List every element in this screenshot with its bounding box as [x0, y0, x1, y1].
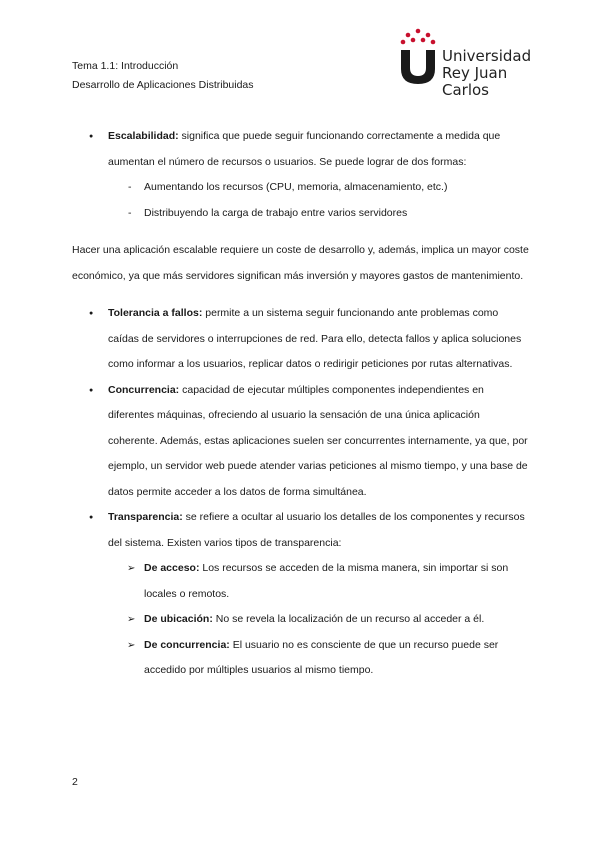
term-concurrencia: Concurrencia:	[108, 383, 180, 396]
term-tolerancia: Tolerancia a fallos:	[108, 307, 203, 319]
arrow-item-concurrencia	[72, 633, 532, 684]
term-transparencia: Transparencia:	[108, 511, 183, 523]
text-tolerancia: permite a un sistema seguir funcionando ante problemas como caídas de servidores o interrupciones de red. Para ello, detecta fallos y aplica soluciones como informar a los usuarios, replicar datos o redirigir peticiones por rutas alternativas.	[108, 307, 522, 370]
university-logo	[397, 26, 557, 99]
text-de-concurrencia: El usuario no es consciente de que un recurso puede ser accedido por múltiples usuarios al mismo tiempo.	[144, 638, 499, 676]
bullet-concurrencia	[72, 378, 532, 506]
text-transparencia: se refiere a ocultar al usuario los detalles de los componentes y recursos del sistema. Existen varios tipos de transparencia:	[108, 511, 525, 549]
header-course: Desarrollo de Aplicaciones Distribuidas	[72, 79, 254, 91]
term-ubicacion: De ubicación:	[144, 613, 213, 625]
sub-item-recursos: - Aumentando los recursos (CPU, memoria, almacenamiento, etc.)	[72, 175, 532, 201]
header-topic: Tema 1.1: Introducción	[72, 60, 179, 72]
text-escalabilidad: significa que puede seguir funcionando correctamente a medida que aumentan el número de recursos o usuarios. Se puede lograr de dos formas:	[108, 130, 501, 168]
sub-item-carga: - Distribuyendo la carga de trabajo entre varios servidores	[72, 201, 532, 227]
university-name-line1: Universidad	[442, 47, 532, 65]
document-body	[72, 124, 532, 684]
bullet-tolerancia	[72, 301, 532, 378]
page-number: 2	[72, 776, 78, 788]
arrow-item-ubicacion	[72, 607, 532, 633]
university-name	[442, 48, 557, 99]
bullet-escalabilidad	[72, 124, 532, 175]
page-header	[72, 57, 254, 95]
term-acceso: De acceso:	[144, 562, 200, 574]
university-name-line2: Rey Juan Carlos	[442, 64, 508, 99]
bullet-transparencia	[72, 505, 532, 556]
term-escalabilidad: Escalabilidad:	[108, 130, 179, 142]
text-concurrencia: capacidad de ejecutar múltiples componentes independientes en diferentes máquinas, ofreciendo al usuario la sensación de una única aplicación coherente. Además, estas aplicaciones suelen ser concurrentes internamente, ya que, por ejemplo, un servidor web puede atender varias peticiones al mismo tiempo, y una base de datos permite acceder a los datos de forma simultánea.	[108, 383, 528, 498]
text-acceso: Los recursos se acceden de la misma manera, sin importar si son locales o remotos.	[144, 562, 509, 600]
urjc-emblem-icon	[397, 26, 439, 86]
arrow-item-acceso	[72, 556, 532, 607]
paragraph-coste: Hacer una aplicación escalable requiere un coste de desarrollo y, además, implica un mayor coste económico, ya que más servidores significan más inversión y mayores gastos de mantenimiento.	[72, 244, 529, 282]
text-ubicacion: No se revela la localización de un recurso al acceder a él.	[212, 613, 485, 625]
term-de-concurrencia: De concurrencia:	[144, 638, 230, 651]
